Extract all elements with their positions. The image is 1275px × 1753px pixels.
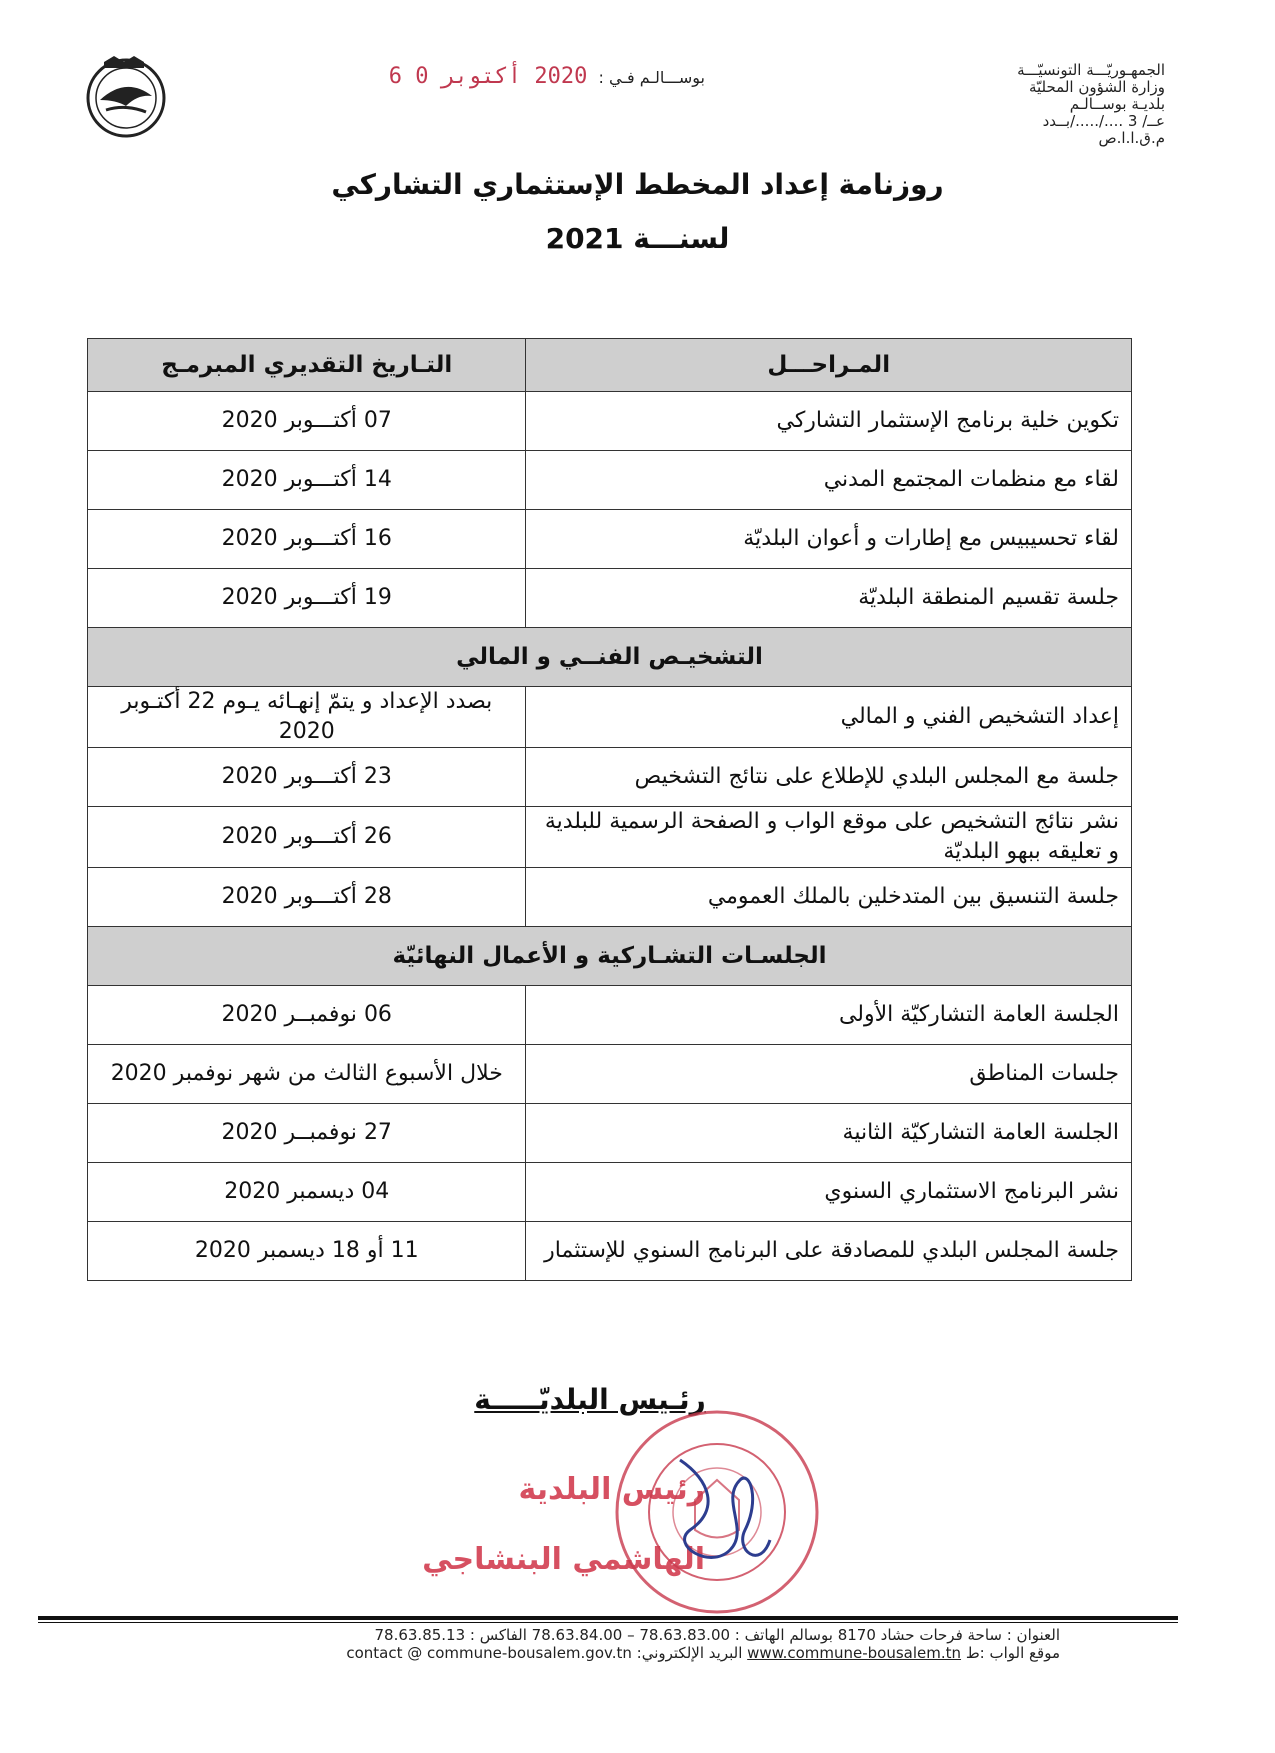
ministry-header: [925, 62, 1165, 147]
stage-cell: نشر البرنامج الاستثماري السنوي: [526, 1163, 1132, 1222]
stamp-line: الهاشمي البنشاجي: [422, 1542, 705, 1577]
stage-cell: لقاء تحسيبيس مع إطارات و أعوان البلديّة: [526, 510, 1132, 569]
web-label: موقع الواب :ط: [965, 1644, 1060, 1662]
website-link[interactable]: www.commune-bousalem.tn: [747, 1644, 962, 1662]
header-line: وزارة الشؤون المحليّة: [1028, 78, 1165, 96]
stage-cell: جلسة التنسيق بين المتدخلين بالملك العمومي: [526, 868, 1132, 927]
stage-cell: جلسة مع المجلس البلدي للإطلاع على نتائج التشخيص: [526, 748, 1132, 807]
header-line: عــ/ 3 ..../...../بــدد: [1042, 112, 1165, 130]
header-date: التـاريخ التقديري المبرمـج: [88, 339, 526, 392]
date-cell: خلال الأسبوع الثالث من شهر نوفمبر 2020: [88, 1045, 526, 1104]
date-cell: 11 أو 18 ديسمبر 2020: [88, 1222, 526, 1281]
header-stage: المـراحـــل: [526, 339, 1132, 392]
header-line: الجمهـوريّـــة التونسيّـــة: [1017, 61, 1165, 79]
table-row: [88, 1222, 1132, 1281]
stamp-date: 2020 أكتوبر 0 6: [388, 64, 588, 89]
place-date: [360, 64, 705, 89]
table-row: [88, 392, 1132, 451]
section-row: [88, 927, 1132, 986]
email-link[interactable]: contact @ commune-bousalem.gov.tn: [346, 1644, 632, 1662]
table-header-row: [88, 339, 1132, 392]
document-subtitle: لسنـــة 2021: [545, 222, 730, 255]
document-title: روزنامة إعداد المخطط الإستثماري التشاركي: [331, 168, 944, 201]
stage-cell: نشر نتائج التشخيص على موقع الواب و الصفحة الرسمية للبلدية و تعليقه ببهو البلديّة: [526, 807, 1132, 868]
table-row: [88, 807, 1132, 868]
section-row: [88, 628, 1132, 687]
table-row: [88, 1163, 1132, 1222]
stage-cell: جلسة تقسيم المنطقة البلديّة: [526, 569, 1132, 628]
section-label: الجلسـات التشـاركية و الأعمال النهائيّة: [88, 927, 1132, 986]
stage-cell: تكوين خلية برنامج الإستثمار التشاركي: [526, 392, 1132, 451]
table-row: [88, 451, 1132, 510]
header-line: م.ق.ا.ا.ص: [1098, 129, 1165, 147]
date-cell: 14 أكتـــوبر 2020: [88, 451, 526, 510]
table-row: [88, 986, 1132, 1045]
stage-cell: إعداد التشخيص الفني و المالي: [526, 687, 1132, 748]
date-cell: 06 نوفمبــر 2020: [88, 986, 526, 1045]
date-cell: 26 أكتـــوبر 2020: [88, 807, 526, 868]
date-cell: 19 أكتـــوبر 2020: [88, 569, 526, 628]
table-row: [88, 1045, 1132, 1104]
table-row: [88, 868, 1132, 927]
date-cell: 23 أكتـــوبر 2020: [88, 748, 526, 807]
stage-cell: جلسات المناطق: [526, 1045, 1132, 1104]
signature-title: رئـيس البلديّـــــة: [474, 1383, 706, 1416]
stage-cell: الجلسة العامة التشاركيّة الأولى: [526, 986, 1132, 1045]
table-row: [88, 1104, 1132, 1163]
schedule-table: [87, 338, 1132, 1281]
header-line: بلديـة بوســالـم: [1069, 95, 1165, 113]
table-row: [88, 687, 1132, 748]
table-row: [88, 748, 1132, 807]
table-row: [88, 510, 1132, 569]
date-cell: 07 أكتـــوبر 2020: [88, 392, 526, 451]
stamp-line: رئيس البلدية: [518, 1472, 705, 1507]
email-label: البريد الإلكتروني:: [636, 1644, 743, 1662]
stage-cell: الجلسة العامة التشاركيّة الثانية: [526, 1104, 1132, 1163]
date-cell: 28 أكتـــوبر 2020: [88, 868, 526, 927]
place-label: بوســـالـم فـي :: [598, 68, 705, 87]
date-cell: بصدد الإعداد و يتمّ إنهـائه يـوم 22 أكتـوبر 2020: [88, 687, 526, 748]
stage-cell: جلسة المجلس البلدي للمصادقة على البرنامج السنوي للإستثمار: [526, 1222, 1132, 1281]
municipality-logo: [80, 48, 172, 140]
footer: [150, 1626, 1060, 1662]
stage-cell: لقاء مع منظمات المجتمع المدني: [526, 451, 1132, 510]
date-cell: 27 نوفمبــر 2020: [88, 1104, 526, 1163]
section-label: التشخيـص الفنــي و المالي: [88, 628, 1132, 687]
footer-address: العنوان : ساحة فرحات حشاد 8170 بوسالم الهاتف : 78.63.83.00 – 78.63.84.00 الفاكس : 78.63.85.13: [374, 1626, 1060, 1644]
footer-rule-thin: [38, 1622, 1178, 1623]
date-cell: 04 ديسمبر 2020: [88, 1163, 526, 1222]
footer-rule: [38, 1616, 1178, 1620]
table-row: [88, 569, 1132, 628]
handwritten-signature: [650, 1440, 780, 1590]
date-cell: 16 أكتـــوبر 2020: [88, 510, 526, 569]
